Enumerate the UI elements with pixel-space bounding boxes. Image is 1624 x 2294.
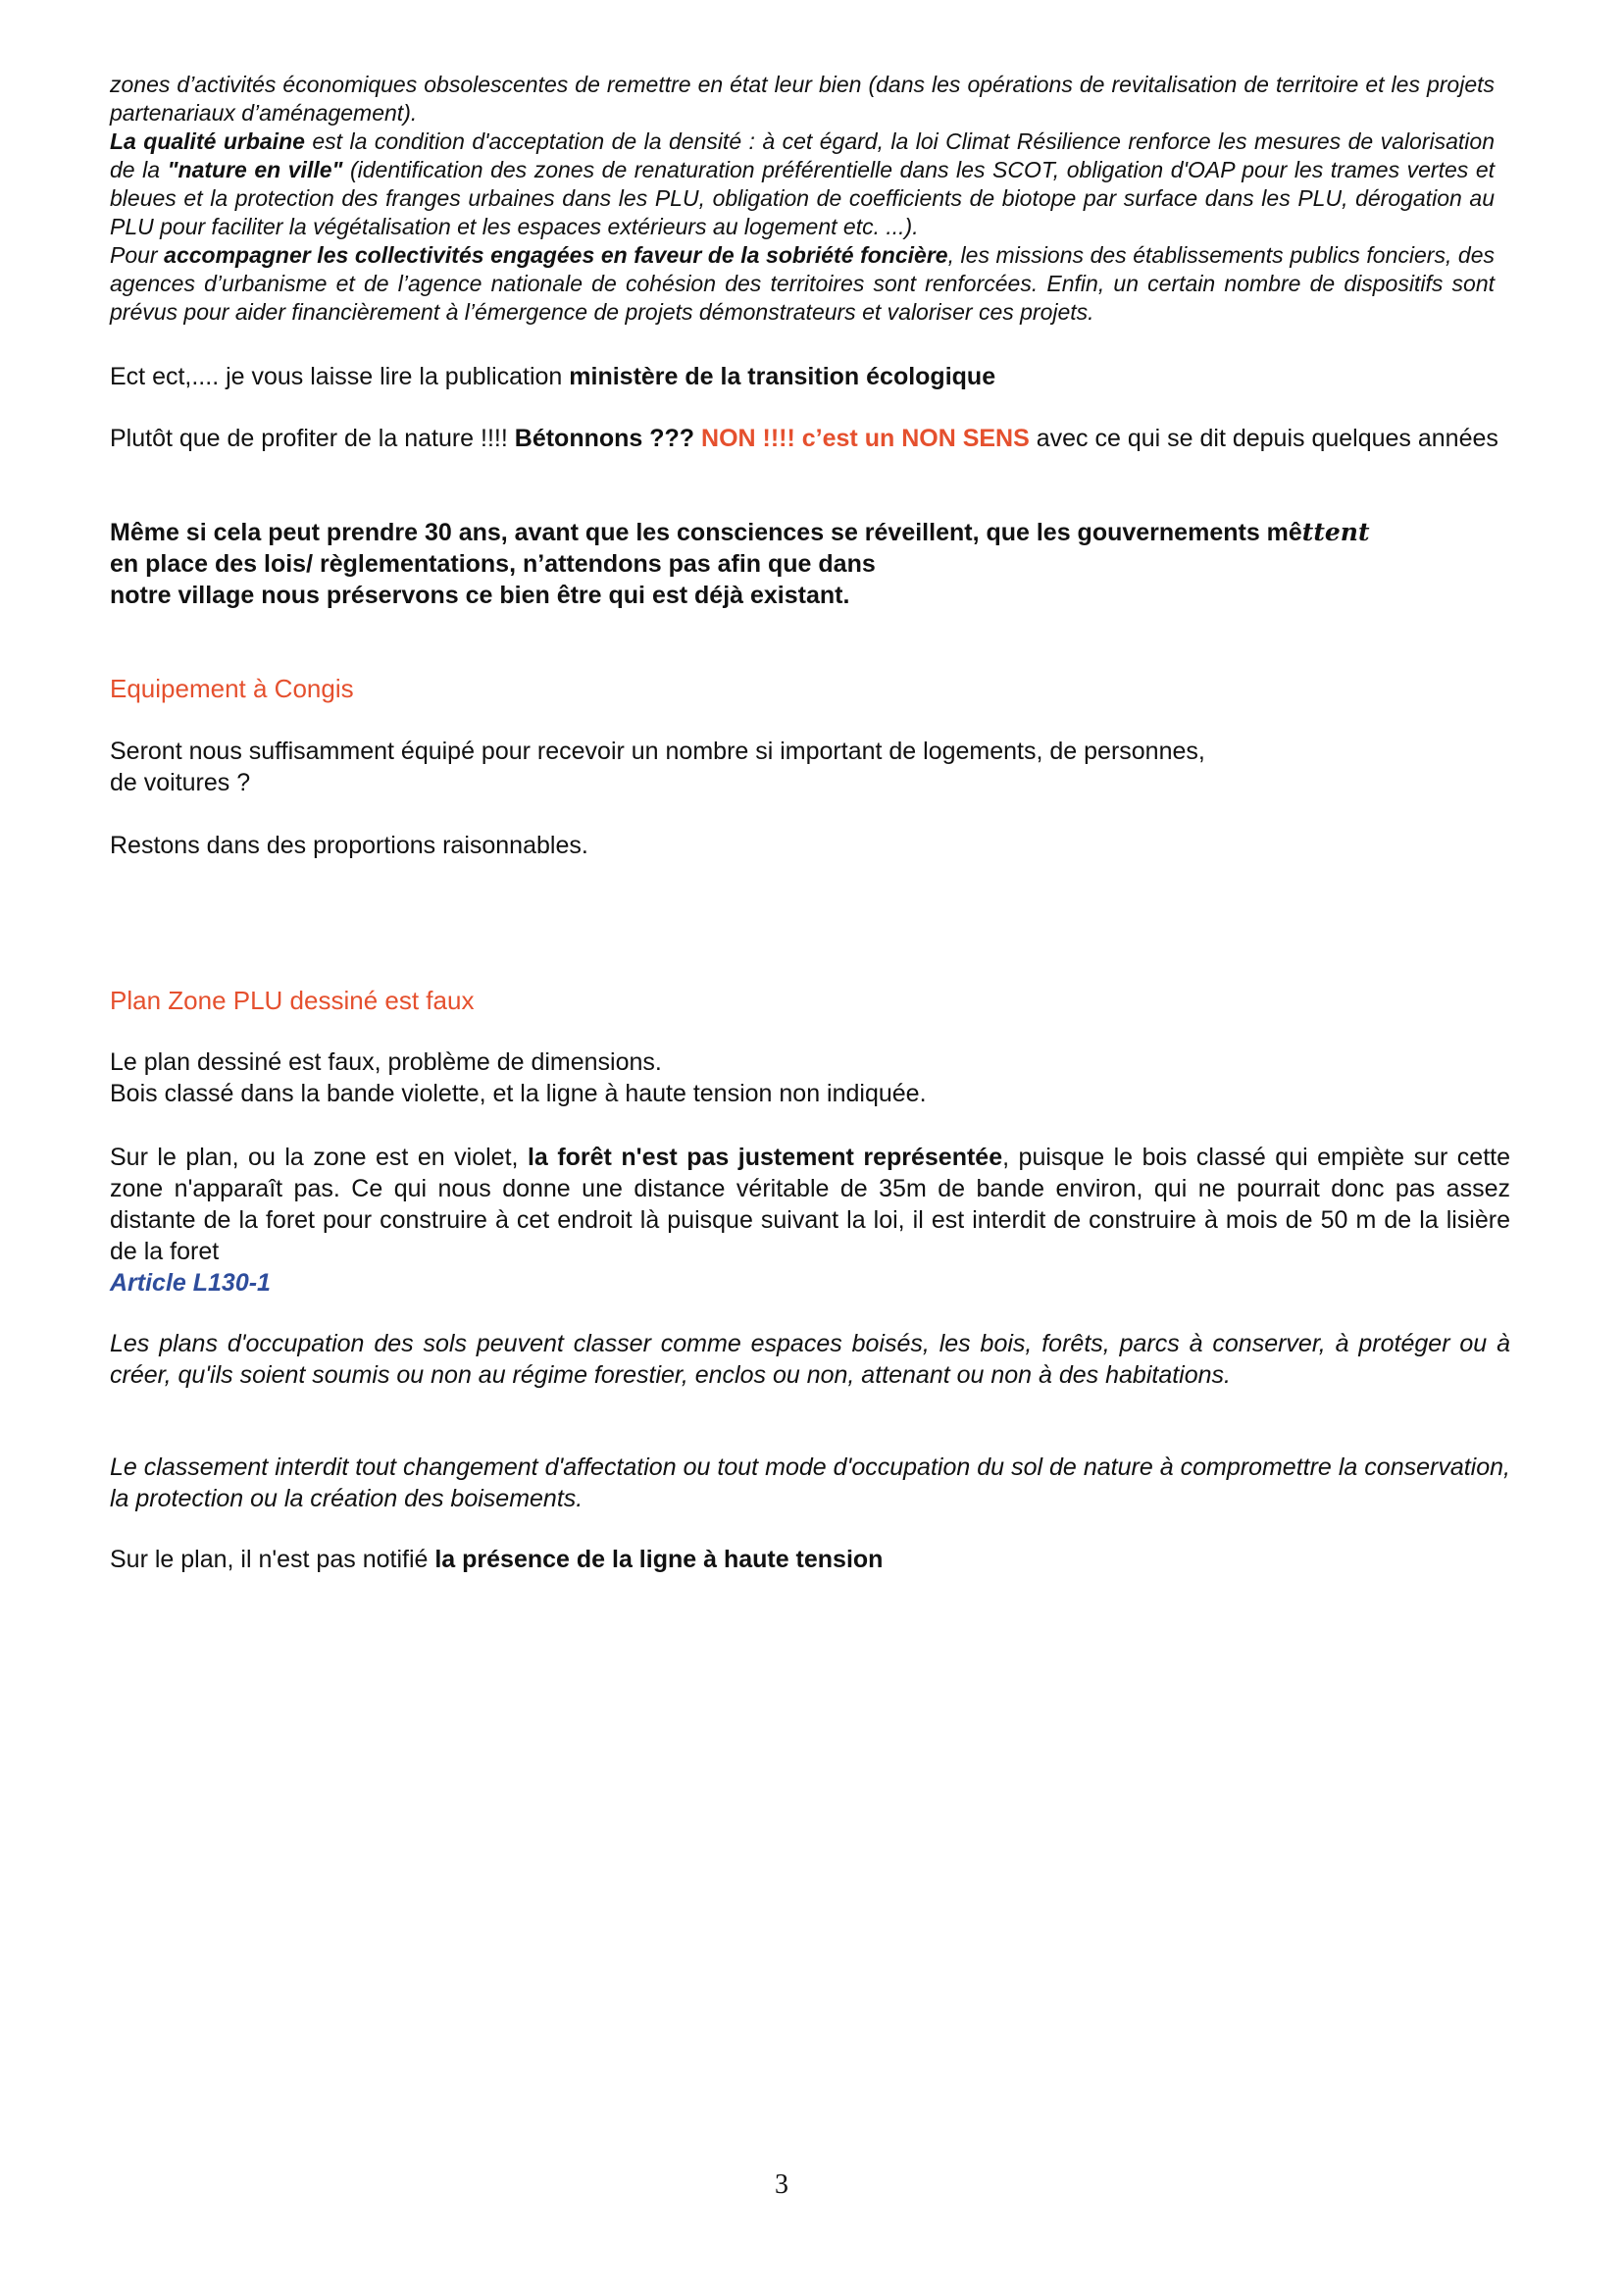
line: Seront nous suffisamment équipé pour recevoir un nombre si important de logements, de personnes, bbox=[110, 738, 1205, 765]
intro-paragraph-1: zones d’activités économiques obsolescentes de remettre en état leur bien (dans les opérations de revitalisation de territoire et les projets partenariaux d’aménagement). bbox=[110, 72, 1495, 126]
bold-text: accompagner les collectivités engagées en faveur de la sobriété foncière bbox=[164, 242, 948, 268]
text: , puisque le bois classé qui empiète sur cette zone n'apparaît pas. Ce qui nous donne une distance véritable de 35m de bande environ, qui ne pourrait donc pas assez distante de la foret pour construire à cet endroit là puisque suivant la loi, il est interdit de construire à mois de 50 m de la lisière de la foret bbox=[110, 1144, 1510, 1265]
section-heading-plan: Plan Zone PLU dessiné est faux bbox=[110, 986, 475, 1015]
bold-text: la forêt n'est pas justement représentée bbox=[527, 1144, 1003, 1171]
plan-paragraph bbox=[110, 1142, 1510, 1299]
line: notre village nous préservons ce bien être qui est déjà existant. bbox=[110, 582, 850, 609]
intro-paragraph-2 bbox=[110, 127, 1495, 241]
line bbox=[110, 517, 1510, 548]
intro-paragraph-3 bbox=[110, 241, 1495, 327]
line: Le plan dessiné est faux, problème de dimensions. bbox=[110, 1048, 662, 1076]
section-heading-equipement: Equipement à Congis bbox=[110, 674, 354, 703]
text: Ect ect,.... je vous laisse lire la publication bbox=[110, 363, 570, 390]
quote-2: Le classement interdit tout changement d'affectation ou tout mode d'occupation du sol de nature à compromettre la conservation, la protection ou la création des boisements. bbox=[110, 1453, 1510, 1512]
equipement-paragraph bbox=[110, 736, 1510, 798]
bold-text: la présence de la ligne à haute tension bbox=[434, 1546, 884, 1573]
text-block bbox=[110, 1142, 1510, 1267]
bold-text: Bétonnons ??? bbox=[514, 425, 695, 452]
text: Pour bbox=[110, 242, 165, 268]
quote-1: Les plans d'occupation des sols peuvent classer comme espaces boisés, les bois, forêts, parcs à conserver, à protéger ou à créer, qu'ils soient soumis ou non au régime forestier, enclos ou non, attenant ou non à des habitations. bbox=[110, 1330, 1510, 1389]
line: en place des lois/ règlementations, n’attendons pas afin que dans bbox=[110, 550, 876, 578]
red-emphasis: NON !!!! c’est un NON SENS bbox=[701, 425, 1030, 452]
equipement-paragraph-2: Restons dans des proportions raisonnables. bbox=[110, 832, 588, 859]
handwritten-correction: ttent bbox=[1301, 518, 1370, 546]
text: Sur le plan, il n'est pas notifié bbox=[110, 1546, 435, 1573]
text: Même si cela peut prendre 30 ans, avant que les consciences se réveillent, que les gouvernements mê bbox=[110, 519, 1302, 546]
line: Bois classé dans la bande violette, et la ligne à haute tension non indiquée. bbox=[110, 1080, 927, 1107]
plan-last-line bbox=[110, 1544, 1510, 1575]
plan-intro bbox=[110, 1046, 1510, 1109]
line: de voitures ? bbox=[110, 769, 251, 796]
article-reference: Article L130-1 bbox=[110, 1269, 271, 1297]
bold-text: La qualité urbaine bbox=[110, 128, 305, 154]
meme-paragraph bbox=[110, 517, 1510, 611]
bold-text: "nature en ville" bbox=[167, 157, 343, 182]
text: (identification des zones de renaturation préférentielle dans les SCOT, obligation d'OAP pour les trames vertes et bleues et la protection des franges urbaines dans les PLU, obligation de coefficients de biotope par surface dans les PLU, dérogation au PLU pour faciliter la végétalisation et les espaces extérieurs au logement etc. ...). bbox=[110, 157, 1496, 239]
page-number: 3 bbox=[775, 2169, 788, 2200]
text: Sur le plan, ou la zone est en violet, bbox=[110, 1144, 528, 1171]
text: est la condition d'acceptation de la densité : à cet égard, la loi Climat Résilience renforce les mesures de valorisation de la bbox=[110, 128, 1495, 182]
intro-section bbox=[110, 71, 1495, 327]
bold-text: ministère de la transition écologique bbox=[569, 363, 996, 390]
plutot-paragraph bbox=[110, 423, 1510, 454]
ect-paragraph bbox=[110, 361, 1510, 392]
text: Plutôt que de profiter de la nature !!!! bbox=[110, 425, 515, 452]
text: , les missions des établissements publics fonciers, des agences d’urbanisme et de l’agence nationale de cohésion des territoires sont renforcées. Enfin, un certain nombre de dispositifs sont prévus pour aider financièrement à l’émergence de projets démonstrateurs et valoriser ces projets. bbox=[110, 242, 1495, 325]
text: avec ce qui se dit depuis quelques années bbox=[1029, 425, 1498, 452]
